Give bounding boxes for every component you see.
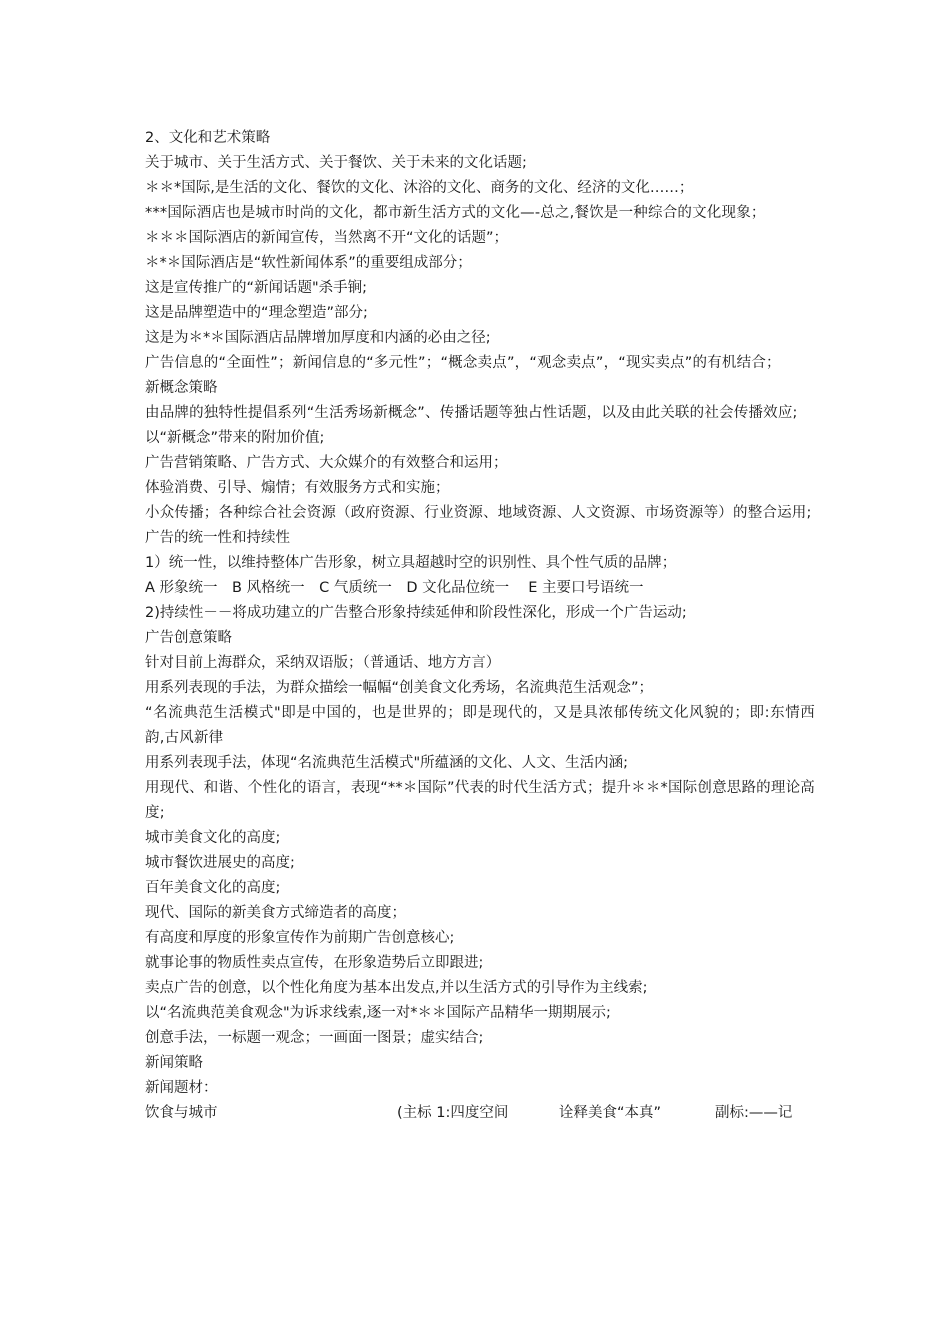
paragraph-line: ＊＊*国际,是生活的文化、餐饮的文化、沐浴的文化、商务的文化、经济的文化……；	[145, 180, 694, 196]
news-topic-row	[145, 1101, 815, 1126]
paragraph-line: 以“名流典范美食观念"为诉求线索,逐一对*＊＊国际产品精华一期期展示;	[145, 1005, 611, 1021]
paragraph-line: ＊＊＊国际酒店的新闻宣传，当然离不开“文化的话题”；	[145, 230, 509, 246]
document-body	[145, 126, 815, 1126]
section-heading: 2、文化和艺术策略	[145, 130, 271, 146]
paragraph-line: “名流典范生活模式"即是中国的，也是世界的；即是现代的，又是具浓郁传统文化风貌的；即:东情西韵,古风新律	[145, 705, 815, 746]
list-line: A 形象统一 B 风格统一 C 气质统一 D 文化品位统一 E 主要口号语统一	[145, 580, 644, 596]
paragraph-line: 百年美食文化的高度;	[145, 880, 281, 896]
section-heading: 新概念策略	[145, 380, 218, 396]
paragraph-line: 用现代、和谐、个性化的语言，表现“**＊国际”代表的时代生活方式；提升＊＊*国际创意思路的理论高度;	[145, 780, 815, 821]
paragraph-line: 以“新概念”带来的附加价值;	[145, 430, 325, 446]
paragraph-line: 这是宣传推广的“新闻话题"杀手锏;	[145, 280, 368, 296]
paragraph-line: 针对目前上海群众，采纳双语版；（普通话、地方方言）	[145, 655, 501, 671]
news-main-title-text: 诠释美食“本真”	[559, 1105, 662, 1121]
paragraph-line: 用系列表现的手法，为群众描绘一幅幅“创美食文化秀场，名流典范生活观念”；	[145, 680, 654, 696]
paragraph-line: ＊*＊国际酒店是“软性新闻体系”的重要组成部分；	[145, 255, 472, 271]
paragraph-line: 体验消费、引导、煽情；有效服务方式和实施；	[145, 480, 450, 496]
paragraph-line: 卖点广告的创意，以个性化角度为基本出发点,并以生活方式的引导作为主线索;	[145, 980, 648, 996]
section-heading: 广告的统一性和持续性	[145, 530, 290, 546]
paragraph-line: 广告营销策略、广告方式、大众媒介的有效整合和运用；	[145, 455, 508, 471]
paragraph-line: 由品牌的独特性提倡系列“生活秀场新概念”、传播话题等独占性话题，以及由此关联的社会传播效应;	[145, 405, 798, 421]
paragraph-line: 新闻题材：	[145, 1080, 218, 1096]
paragraph-line: 城市美食文化的高度;	[145, 830, 281, 846]
paragraph-line: 现代、国际的新美食方式缔造者的高度；	[145, 905, 406, 921]
paragraph-line: 关于城市、关于生活方式、关于餐饮、关于未来的文化话题;	[145, 155, 527, 171]
paragraph-line: 有高度和厚度的形象宣传作为前期广告创意核心;	[145, 930, 455, 946]
paragraph-line: ***国际酒店也是城市时尚的文化，都市新生活方式的文化—-总之,餐饮是一种综合的文化现象；	[145, 205, 766, 221]
section-heading: 新闻策略	[145, 1055, 203, 1071]
paragraph-line: 这是为＊*＊国际酒店品牌增加厚度和内涵的必由之径;	[145, 330, 491, 346]
paragraph-line: 这是品牌塑造中的“理念塑造”部分;	[145, 305, 368, 321]
paragraph-line: 就事论事的物质性卖点宣传，在形象造势后立即跟进;	[145, 955, 484, 971]
news-subtitle: 副标:——记	[715, 1105, 793, 1121]
section-heading: 广告创意策略	[145, 630, 232, 646]
paragraph-line: 广告信息的“全面性”；新闻信息的“多元性”；“概念卖点”，“观念卖点”，“现实卖点”的有机结合；	[145, 355, 781, 371]
news-main-title: (主标 1:四度空间	[397, 1105, 509, 1121]
paragraph-line: 用系列表现手法，体现“名流典范生活模式"所蕴涵的文化、人文、生活内涵;	[145, 755, 629, 771]
paragraph-line: 创意手法，一标题一观念；一画面一图景；虚实结合;	[145, 1030, 484, 1046]
paragraph-line: 城市餐饮进展史的高度;	[145, 855, 295, 871]
news-topic-title: 饮食与城市	[145, 1105, 218, 1121]
paragraph-line: 小众传播；各种综合社会资源（政府资源、行业资源、地域资源、人文资源、市场资源等）的整合运用;	[145, 505, 812, 521]
paragraph-line: 2)持续性－－将成功建立的广告整合形象持续延伸和阶段性深化，形成一个广告运动;	[145, 605, 687, 621]
paragraph-line: 1）统一性，以维持整体广告形象，树立具超越时空的识别性、具个性气质的品牌；	[145, 555, 677, 571]
